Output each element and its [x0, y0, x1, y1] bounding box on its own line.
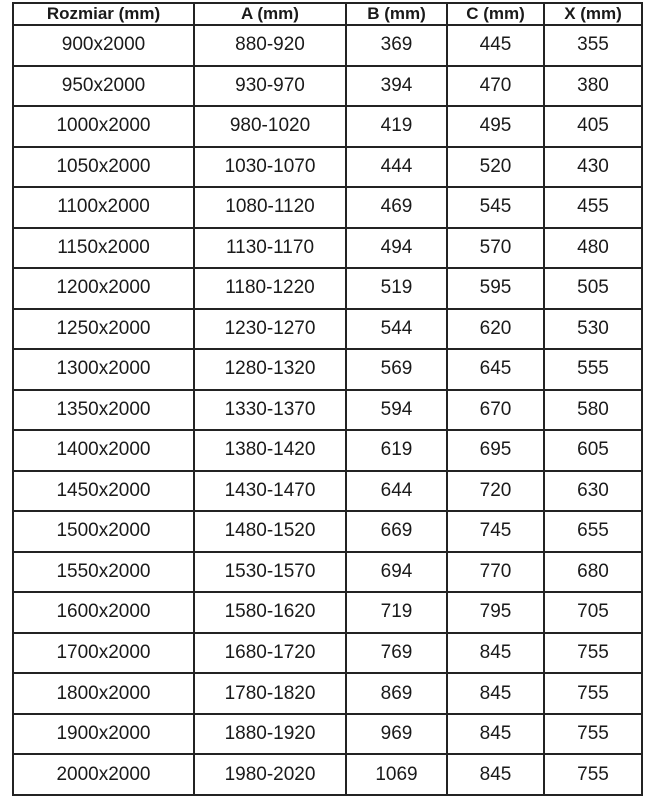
table-row	[13, 633, 642, 674]
cell-x: 755	[544, 754, 642, 795]
table-row	[13, 25, 642, 66]
cell-b: 594	[346, 390, 447, 431]
cell-rozmiar: 1450x2000	[13, 471, 194, 512]
table-row	[13, 430, 642, 471]
cell-a: 1030-1070	[194, 147, 346, 188]
cell-b: 644	[346, 471, 447, 512]
cell-b: 419	[346, 106, 447, 147]
cell-a: 1230-1270	[194, 309, 346, 350]
cell-b: 694	[346, 552, 447, 593]
cell-b: 544	[346, 309, 447, 350]
cell-rozmiar: 950x2000	[13, 66, 194, 107]
cell-a: 980-1020	[194, 106, 346, 147]
cell-x: 530	[544, 309, 642, 350]
table-row	[13, 309, 642, 350]
table-row	[13, 511, 642, 552]
cell-a: 1380-1420	[194, 430, 346, 471]
cell-x: 355	[544, 25, 642, 66]
cell-c: 845	[447, 714, 544, 755]
cell-a: 1080-1120	[194, 187, 346, 228]
cell-a: 880-920	[194, 25, 346, 66]
table-row	[13, 673, 642, 714]
size-table	[12, 2, 643, 796]
cell-c: 845	[447, 754, 544, 795]
cell-a: 1280-1320	[194, 349, 346, 390]
table-row	[13, 471, 642, 512]
cell-a: 1680-1720	[194, 633, 346, 674]
cell-c: 495	[447, 106, 544, 147]
column-header-b: B (mm)	[346, 3, 447, 25]
cell-rozmiar: 1100x2000	[13, 187, 194, 228]
table-body	[13, 25, 642, 795]
cell-c: 670	[447, 390, 544, 431]
table-row	[13, 268, 642, 309]
cell-rozmiar: 1600x2000	[13, 592, 194, 633]
cell-x: 480	[544, 228, 642, 269]
size-table-container	[12, 2, 643, 796]
table-row	[13, 592, 642, 633]
cell-x: 680	[544, 552, 642, 593]
cell-a: 1130-1170	[194, 228, 346, 269]
cell-c: 570	[447, 228, 544, 269]
header-row	[13, 3, 642, 25]
cell-c: 470	[447, 66, 544, 107]
cell-x: 430	[544, 147, 642, 188]
cell-x: 755	[544, 673, 642, 714]
cell-b: 469	[346, 187, 447, 228]
cell-rozmiar: 1000x2000	[13, 106, 194, 147]
cell-b: 769	[346, 633, 447, 674]
cell-b: 569	[346, 349, 447, 390]
cell-b: 494	[346, 228, 447, 269]
cell-x: 605	[544, 430, 642, 471]
cell-c: 795	[447, 592, 544, 633]
cell-x: 580	[544, 390, 642, 431]
cell-x: 405	[544, 106, 642, 147]
table-row	[13, 187, 642, 228]
table-row	[13, 552, 642, 593]
table-row	[13, 66, 642, 107]
table-row	[13, 228, 642, 269]
cell-c: 445	[447, 25, 544, 66]
cell-rozmiar: 1800x2000	[13, 673, 194, 714]
cell-rozmiar: 1300x2000	[13, 349, 194, 390]
cell-c: 745	[447, 511, 544, 552]
table-row	[13, 349, 642, 390]
cell-a: 1580-1620	[194, 592, 346, 633]
cell-c: 770	[447, 552, 544, 593]
table-header	[13, 3, 642, 25]
cell-c: 520	[447, 147, 544, 188]
cell-c: 720	[447, 471, 544, 512]
cell-b: 519	[346, 268, 447, 309]
cell-rozmiar: 1150x2000	[13, 228, 194, 269]
cell-rozmiar: 900x2000	[13, 25, 194, 66]
cell-b: 619	[346, 430, 447, 471]
cell-rozmiar: 1200x2000	[13, 268, 194, 309]
column-header-x: X (mm)	[544, 3, 642, 25]
cell-a: 1530-1570	[194, 552, 346, 593]
cell-b: 669	[346, 511, 447, 552]
cell-a: 1780-1820	[194, 673, 346, 714]
cell-rozmiar: 1400x2000	[13, 430, 194, 471]
cell-rozmiar: 1550x2000	[13, 552, 194, 593]
cell-c: 695	[447, 430, 544, 471]
cell-b: 394	[346, 66, 447, 107]
cell-x: 505	[544, 268, 642, 309]
cell-a: 1880-1920	[194, 714, 346, 755]
table-row	[13, 754, 642, 795]
cell-rozmiar: 1700x2000	[13, 633, 194, 674]
cell-x: 555	[544, 349, 642, 390]
cell-rozmiar: 2000x2000	[13, 754, 194, 795]
cell-b: 969	[346, 714, 447, 755]
cell-x: 380	[544, 66, 642, 107]
column-header-c: C (mm)	[447, 3, 544, 25]
cell-c: 845	[447, 673, 544, 714]
table-row	[13, 714, 642, 755]
cell-x: 630	[544, 471, 642, 512]
cell-rozmiar: 1350x2000	[13, 390, 194, 431]
cell-c: 545	[447, 187, 544, 228]
cell-c: 645	[447, 349, 544, 390]
cell-a: 1480-1520	[194, 511, 346, 552]
cell-x: 755	[544, 633, 642, 674]
cell-b: 369	[346, 25, 447, 66]
cell-a: 1180-1220	[194, 268, 346, 309]
cell-b: 1069	[346, 754, 447, 795]
cell-c: 595	[447, 268, 544, 309]
cell-a: 930-970	[194, 66, 346, 107]
cell-rozmiar: 1050x2000	[13, 147, 194, 188]
cell-c: 845	[447, 633, 544, 674]
cell-b: 869	[346, 673, 447, 714]
table-row	[13, 106, 642, 147]
column-header-a: A (mm)	[194, 3, 346, 25]
cell-c: 620	[447, 309, 544, 350]
cell-x: 705	[544, 592, 642, 633]
cell-a: 1430-1470	[194, 471, 346, 512]
table-row	[13, 390, 642, 431]
cell-a: 1330-1370	[194, 390, 346, 431]
cell-rozmiar: 1900x2000	[13, 714, 194, 755]
table-row	[13, 147, 642, 188]
cell-x: 455	[544, 187, 642, 228]
cell-b: 444	[346, 147, 447, 188]
cell-b: 719	[346, 592, 447, 633]
column-header-rozmiar: Rozmiar (mm)	[13, 3, 194, 25]
cell-x: 755	[544, 714, 642, 755]
cell-x: 655	[544, 511, 642, 552]
cell-a: 1980-2020	[194, 754, 346, 795]
cell-rozmiar: 1500x2000	[13, 511, 194, 552]
cell-rozmiar: 1250x2000	[13, 309, 194, 350]
